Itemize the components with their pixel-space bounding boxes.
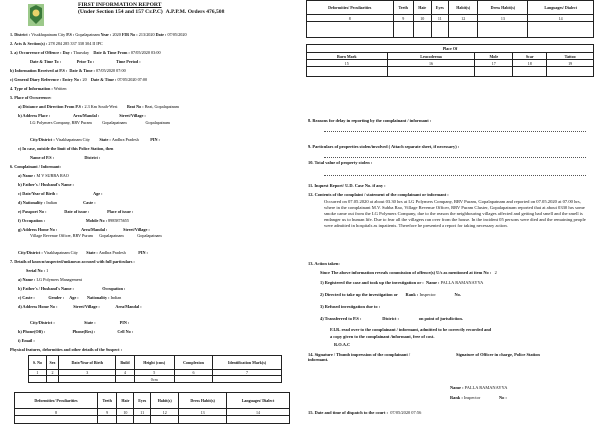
item-12: 12. Contents of the complaint / statement of the complainant or informant : xyxy=(308,192,449,197)
line-city: City/District : Visakhapatnam City State : Andhra Pradesh PIN : xyxy=(30,137,160,142)
item-13: 13. Action taken: xyxy=(308,261,340,266)
item-11: 11. Inquest Report/ U.D. Case No. if any : xyxy=(308,183,386,188)
line-district: 1. District : Visakhapatnam City P.S : Gopalapatnam Year : 2020 FIR No : 213/2020 Date : 07/05/2020 xyxy=(10,32,187,37)
item-14: 14. Signature / Thumb impression of the complainant / informant. xyxy=(308,352,411,363)
line-acc-name: a) Name : LG Polymers Management xyxy=(18,277,82,282)
table-row: Place Of xyxy=(307,45,594,53)
line-acc-city: City/District : State : PIN : xyxy=(30,320,130,325)
action-2: 2) Directed to take up the investigation or Rank : Inspector No. xyxy=(320,292,461,297)
line-physical: Physical features, deformities and other details of the Suspect : xyxy=(10,347,122,352)
line-acc-email: i) Email : xyxy=(18,338,35,343)
line-occupation: f) Occupation : Mobile No : 8985875655 xyxy=(18,218,129,223)
table-row: Burn Mark Leucoderma Mole Scar Tattoo xyxy=(307,53,594,60)
line-passport: e) Passport No : Date of issue : Place of issue : xyxy=(18,209,134,214)
report-title: FIRST INFORMATION REPORT xyxy=(78,2,162,8)
line-father: b) Father's / Husband's Name : xyxy=(18,182,74,187)
report-order: A.P.P.M. Orders 476,508 xyxy=(165,9,225,15)
table-row: 15 16 17 18 19 xyxy=(307,60,594,67)
place-of-table xyxy=(306,44,594,77)
right-page xyxy=(300,0,599,430)
line-ps-name: Name of P.S : District : xyxy=(30,155,101,160)
officer-signature: Signature of Officer in charge, Police Station xyxy=(456,352,540,357)
peculiarities-table xyxy=(306,0,594,38)
complaint-text: Occurred on 07.05.2020 at about 03.30 hrs at LG Polymers Company, RRV Puram, Gopalapatnam and reported on 07.05.2020 at 07.00 hrs, where in the complainant M.V. Subba Rao, Village Revenue Officer, RRV Puram Cluster, Gopalapatnam reported that at about 0330 hrs some smoke came out from the LG Polymers Company, due to the reason the neighbouring villages affected and getting bad smell and the smell is endanger us to human life. Due to fear all the villagers ran over from the house. In the incident 05 persons were died and the remaining people were admitted in hospitals as inpatients. Therefore he presented a report for taking necessary action. xyxy=(324,199,586,229)
line-acc-father: b) Father's / Husband's Name : Occupation : xyxy=(18,286,126,291)
action-3: 3) Refused investigation due to : xyxy=(320,304,381,309)
line-acc-address: d) Address Home No : Street/Village : Area/Mandal : xyxy=(18,304,142,309)
line-address-place: b) Address Place : Area/Mandal : Street/Village : xyxy=(18,113,146,118)
police-emblem-icon xyxy=(16,4,56,26)
suspect-table-2 xyxy=(14,392,290,424)
table-row xyxy=(15,416,290,424)
line-nationality: d) Nationality : Indian Caste : xyxy=(18,200,96,205)
left-page xyxy=(0,0,296,430)
report-subtitle: (Under Section 154 and 157 Cr.P.C) xyxy=(78,9,163,15)
line-occurrence: 3. a) Occurrence of Offence : Day : Thursday Date & Time From : 07/05/2020 03:00 xyxy=(10,50,161,55)
line-outside-limit: c) In case, outside the limit of this Police Station, then xyxy=(18,146,114,151)
line-complainant: 6. Complainant / Informant: xyxy=(10,164,61,169)
table-row xyxy=(307,22,594,38)
action-4: 4) Transferred to P.S : District : on point of jurisdiction. xyxy=(320,316,463,321)
table-row: Deformities/ Peculiarities Teeth Hair Eyes Habit(s) Dress Habit(s) Languages/ Dialect xyxy=(307,1,594,15)
line-place: 5. Place of Occurrence: xyxy=(10,95,52,100)
line-acts: 2. Acts & Section(s) : 278 284 285 337 338 304 II IPC xyxy=(10,41,103,46)
action-since: Since The above information reveals commission of offence(s) U/s as mentioned at item No : 2 xyxy=(320,270,497,275)
item-9: 9. Particulars of properties stolen/involved ( Attach separate sheet, if necessary) : xyxy=(308,144,460,149)
table-row: 8 9 10 11 12 13 14 xyxy=(307,15,594,22)
suspect-table-1 xyxy=(28,355,282,383)
action-1: 1) Registered the case and took up the investigation or : Name : PALLA RAMANAYYA xyxy=(320,280,484,285)
item-8: 8. Reasons for delay in reporting by the complainant / informant : xyxy=(308,118,432,123)
table-row: 0cm xyxy=(29,376,282,383)
table-row xyxy=(307,67,594,77)
officer-rank: Rank : Inspector No : xyxy=(450,395,507,400)
officer-name: Name : PALLA RAMANAYYA xyxy=(450,385,508,390)
line-distance: a) Distance and Direction From P.S : 2.3 Km South-West Beat No : Beat, Gopalapatnam xyxy=(18,104,179,109)
line-date-to: Date & Time To : Prior To : Time Period : xyxy=(30,59,141,64)
line-address: g) Address Home No : Area/Mandal : Street/Village : xyxy=(18,227,150,232)
line-accused: 7. Details of known/suspected/unknown accused with full particulars : xyxy=(10,259,135,264)
table-row: S. No Sex Date/Year of Birth Build Height (cms) Complexion Identification Mark(s) xyxy=(29,356,282,370)
fir-readover-1: F.I.R. read over to the complainant / informant, admitted to be correctly recorded and xyxy=(330,327,492,332)
line-info-type: 4. Type of Information : Written xyxy=(10,86,67,91)
line-gd-ref: c) General Diary Reference : Entry No : 20 Date & Time : 07/05/2020 07:00 xyxy=(10,77,148,82)
table-row: Deformities/ Peculiarities Teeth Hair Eyes Habit(s) Dress Habit(s) Languages/ Dialect xyxy=(15,393,290,409)
line-address-values: LG Polymers Company, RRV Puram Gopalapatnam Gopalapatnam xyxy=(30,120,170,125)
line-acc-phone: h) Phone(Off) : Phone(Res) : Cell No : xyxy=(18,329,134,334)
fir-readover-2: a copy given to the complainant /informant, free of cost. xyxy=(330,334,435,339)
roac: R.O.A.C xyxy=(334,342,351,347)
line-acc-caste: c) Caste : Gender : Age : Nationality : Indian xyxy=(18,295,122,300)
table-row: 8 9 10 11 12 13 14 xyxy=(15,409,290,416)
item-15: 15. Date and time of dispatch to the court : 07/05/2020 07:56 xyxy=(308,410,422,415)
line-serial: Serial No : 1 xyxy=(26,268,49,273)
line-dob: c) Date/Year of Birth : Age : xyxy=(18,191,103,196)
line-info-received: b) Information Received at P.S : Date & Time : 07/05/2020 07:00 xyxy=(10,68,126,73)
item-10: 10. Total value of property stolen : xyxy=(308,160,373,165)
line-address-vals: Village Revenue Officer, RRV Puram Gopalapatnam Gopalapatnam xyxy=(30,233,162,238)
line-city2: City/District : Visakhapatnam City State : Andhra Pradesh PIN : xyxy=(18,250,148,255)
line-name: a) Name : M V SUBBA RAO xyxy=(18,173,69,178)
header xyxy=(78,2,288,16)
table-row: 1 2 3 4 5 6 7 xyxy=(29,370,282,376)
